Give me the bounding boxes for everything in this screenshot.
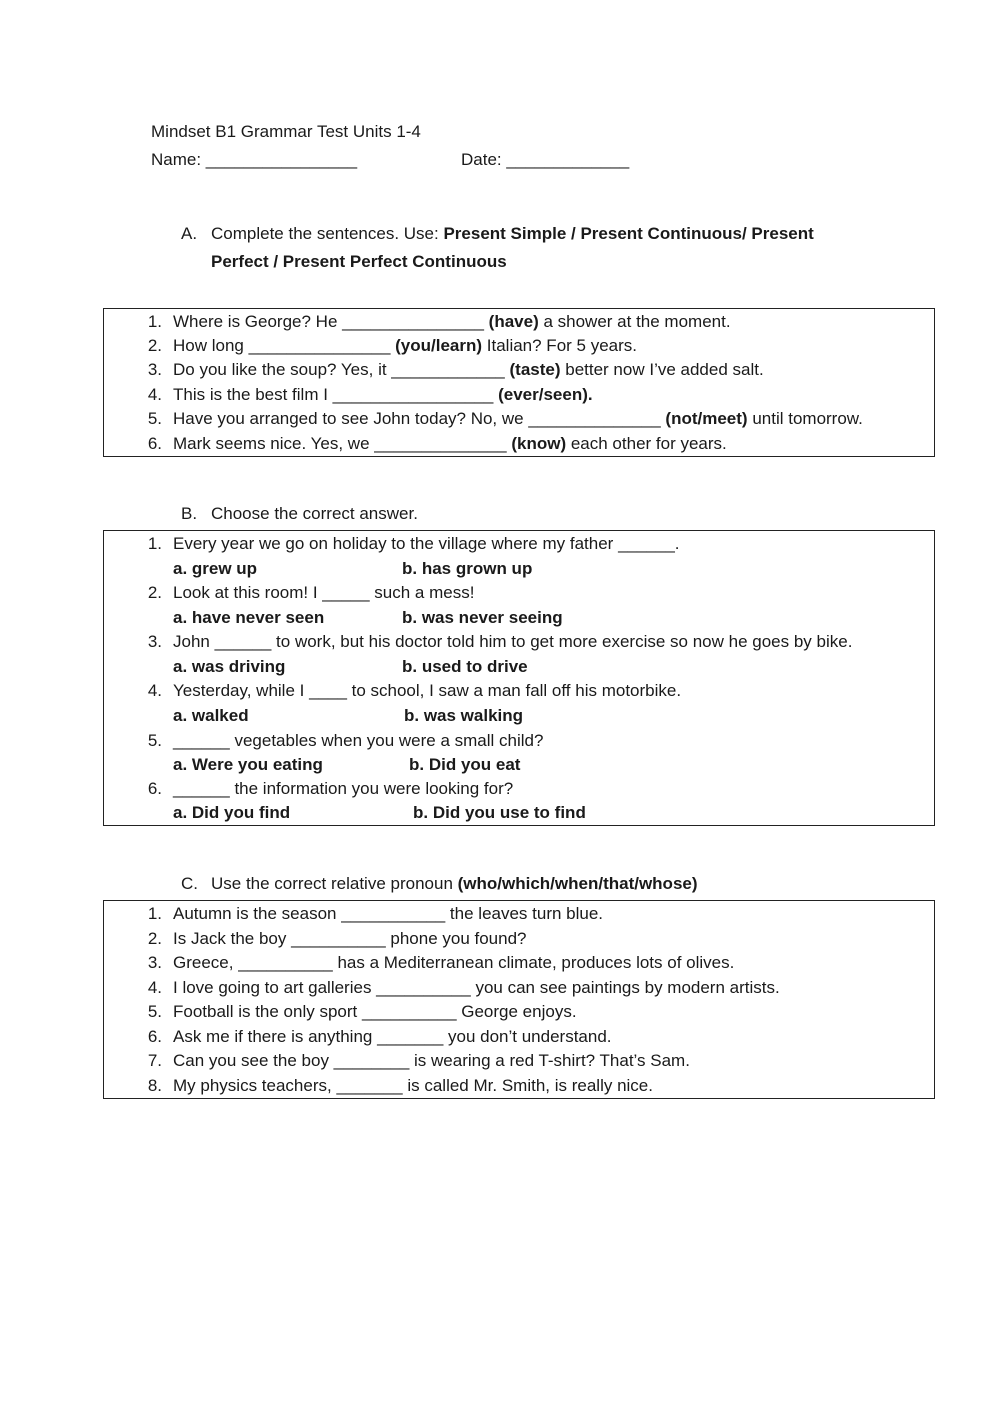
option-a: a. was driving [173, 657, 286, 676]
section-c-instruction: Use the correct relative pronoun (who/which/when/that/whose) [211, 874, 698, 893]
section-a-instruction-line2: Perfect / Present Perfect Continuous [211, 252, 507, 271]
option-a: a. walked [173, 706, 249, 725]
date-field: Date: _____________ [461, 150, 630, 169]
section-b-box: 1. Every year we go on holiday to the village where my father ______. a. grew up b. has grown up 2. Look at this room! I _____ such a mess! a. have never seen b. was never seeing 3. John ______ to work, but his doctor told him to get more exercise so now he goes by bike. a. was driving b. used to drive 4. Yesterday, while I ____ to school, I saw a man fall off his motorbike. a. walked b. was walking 5. ______ vegetables when you were a small child? a. Were you eating b. Did you eat 6. ______ the information you were looking for? a. Did you find b. Did you use to find [103, 530, 935, 826]
section-a-box: 1. Where is George? He _______________ (have) a shower at the moment. 2. How long _______________ (you/learn) Italian? For 5 years. 3. Do you like the soup? Yes, it ____________ (taste) better now I’ve added salt. 4. This is the best film I _________________ (ever/seen). 5. Have you arranged to see John today? No, we ______________ (not/meet) until tomorrow. 6. Mark seems nice. Yes, we ______________ (know) each other for years. [103, 308, 935, 457]
option-b: b. used to drive [402, 657, 528, 676]
option-b: b. was walking [404, 706, 524, 725]
section-b-letter: B. [181, 504, 198, 523]
option-a: a. have never seen [173, 608, 325, 627]
name-field: Name: ________________ [151, 150, 358, 169]
section-a-letter: A. [181, 224, 198, 243]
section-c-box: 1. Autumn is the season ___________ the leaves turn blue. 2. Is Jack the boy __________ phone you found? 3. Greece, __________ has a Mediterranean climate, produces lots of olives. 4. I love going to art galleries __________ you can see paintings by modern artists. 5. Football is the only sport __________ George enjoys. 6. Ask me if there is anything _______ you don’t understand. 7. Can you see the boy ________ is wearing a red T-shirt? That’s Sam. 8. My physics teachers, _______ is called Mr. Smith, is really nice. [103, 900, 935, 1099]
option-b: b. Did you use to find [413, 803, 586, 822]
option-b: b. Did you eat [409, 755, 521, 774]
option-a: a. Were you eating [173, 755, 323, 774]
option-b: b. has grown up [402, 559, 533, 578]
section-b-instruction: Choose the correct answer. [211, 504, 418, 523]
section-a-instruction: Complete the sentences. Use: Present Simple / Present Continuous/ Present [211, 224, 814, 243]
option-b: b. was never seeing [402, 608, 563, 627]
section-c-letter: C. [181, 874, 198, 893]
option-a: a. grew up [173, 559, 258, 578]
test-title: Mindset B1 Grammar Test Units 1-4 [151, 122, 421, 141]
option-a: a. Did you find [173, 803, 291, 822]
